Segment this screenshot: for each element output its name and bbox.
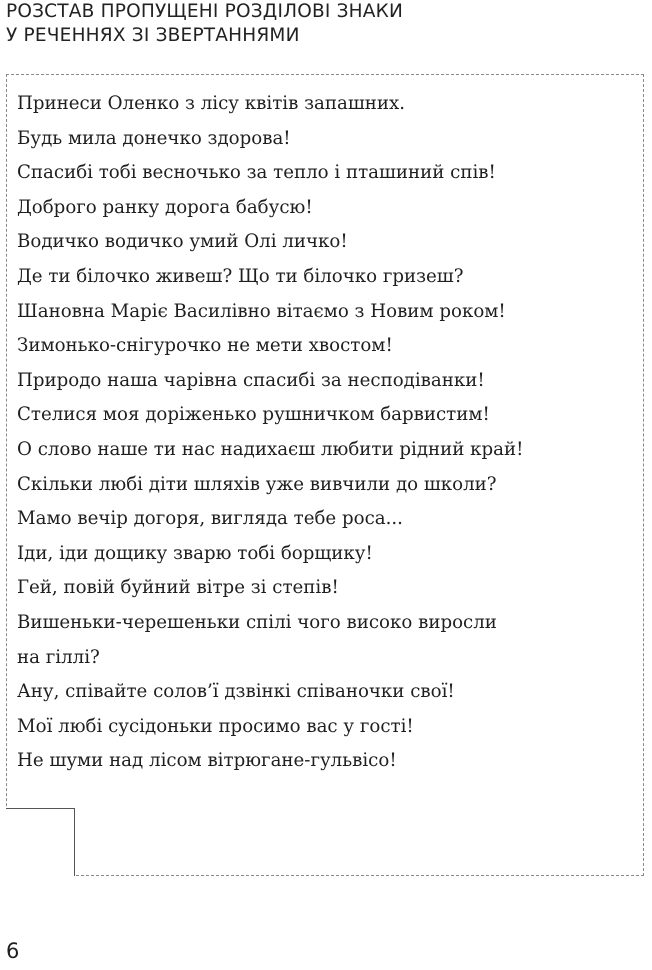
- exercise-box: [6, 74, 644, 876]
- sentence-line[interactable]: О слово наше ти нас надихаєш любити рідний край!: [17, 438, 524, 460]
- sentence-line[interactable]: Ану, співайте солов’ї дзвінкі співаночки свої!: [17, 681, 455, 703]
- sentence-line[interactable]: Природо наша чарівна спасибі за несподіванки!: [17, 369, 485, 391]
- sentence-line[interactable]: Вишеньки-черешеньки спілі чого високо виросли: [17, 611, 497, 633]
- task-heading-line-2: У РЕЧЕННЯХ ЗІ ЗВЕРТАННЯМИ: [6, 25, 300, 46]
- page-number: 6: [6, 939, 20, 963]
- sentence-line[interactable]: Не шуми над лісом вітрюгане-гульвісо!: [17, 750, 397, 772]
- task-heading: [6, 0, 403, 48]
- sentence-line[interactable]: Гей, повій буйний вітре зі степів!: [17, 577, 339, 599]
- sentence-line[interactable]: Іди, іди дощику зварю тобі борщику!: [17, 542, 373, 564]
- sentence-line[interactable]: Водичко водичко умий Олі личко!: [17, 231, 348, 253]
- sentence-line[interactable]: на гіллі?: [17, 646, 100, 668]
- sentence-line[interactable]: Доброго ранку дорога бабусю!: [17, 196, 313, 218]
- task-heading-line-1: РОЗСТАВ ПРОПУЩЕНІ РОЗДІЛОВІ ЗНАКИ: [6, 1, 403, 22]
- self-check-square[interactable]: [6, 808, 75, 876]
- sentence-line[interactable]: Скільки любі діти шляхів уже вивчили до школи?: [17, 473, 497, 495]
- sentence-line[interactable]: Спасибі тобі весночько за тепло і пташиний спів!: [17, 162, 496, 184]
- sentence-line[interactable]: Стелися моя доріженько рушничком барвистим!: [17, 404, 490, 426]
- sentence-line[interactable]: Шановна Маріє Василівно вітаємо з Новим роком!: [17, 300, 506, 322]
- sentence-line[interactable]: Мамо вечір догоря, вигляда тебе роса...: [17, 508, 403, 530]
- sentence-list: [17, 87, 523, 779]
- sentence-line[interactable]: Мої любі сусідоньки просимо вас у гості!: [17, 715, 414, 737]
- sentence-line[interactable]: Зимонько-снігурочко не мети хвостом!: [17, 335, 393, 357]
- sentence-line[interactable]: Будь мила донечко здорова!: [17, 127, 291, 149]
- sentence-line[interactable]: Де ти білочко живеш? Що ти білочко гризеш?: [17, 265, 464, 287]
- sentence-line[interactable]: Принеси Оленко з лісу квітів запашних.: [17, 93, 406, 114]
